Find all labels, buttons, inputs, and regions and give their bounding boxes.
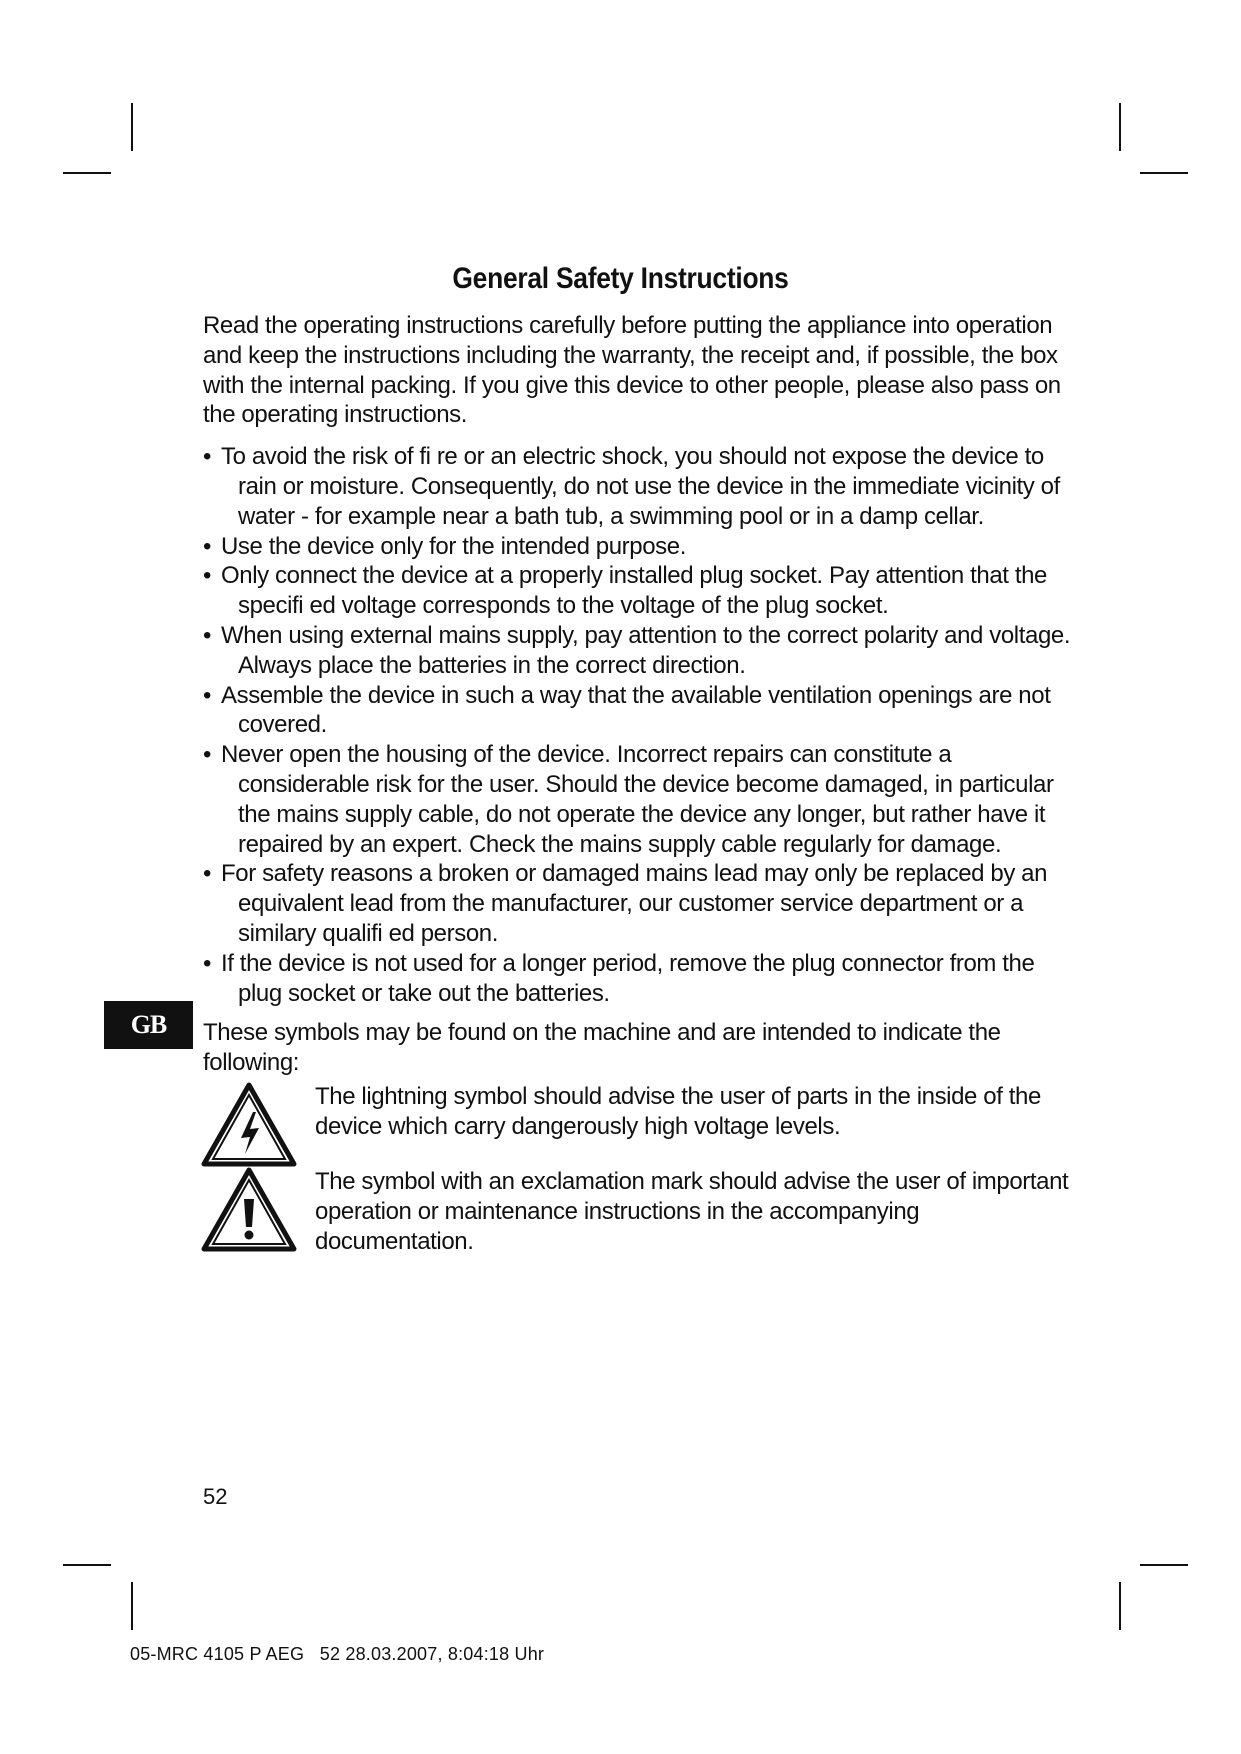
list-item: • To avoid the risk of fi re or an electric shock, you should not expose the device to rain or moisture. Consequently, do not use the device in the immediate vicinity of water - for example near a bath tub, a swimming pool or in a damp cellar. [203, 442, 1073, 531]
crop-mark-top-right-horizontal [1140, 172, 1188, 174]
safety-bullet-list [203, 442, 1073, 1008]
lightning-symbol-description: The lightning symbol should advise the user of parts in the inside of the device which carry dangerously high voltage levels. [315, 1083, 1041, 1140]
crop-mark-top-left-horizontal [63, 172, 111, 174]
list-item: • If the device is not used for a longer period, remove the plug connector from the plug socket or take out the batteries. [203, 949, 1073, 1009]
lightning-warning-icon [201, 1082, 297, 1168]
exclamation-warning-icon [201, 1167, 297, 1253]
crop-mark-bottom-left-vertical [131, 1582, 133, 1630]
print-footer: 05-MRC 4105 P AEG 52 28.03.2007, 8:04:18 Uhr [130, 1644, 545, 1664]
exclamation-symbol-description: The symbol with an exclamation mark should advise the user of important operation or maintenance instructions in the accompanying documentation. [315, 1168, 1069, 1255]
list-item: • Never open the housing of the device. Incorrect repairs can constitute a considerable risk for the user. Should the device become damaged, in particular the mains supply cable, do not operate the device any longer, but rather have it repaired by an expert. Check the mains supply cable regularly for damage. [203, 740, 1073, 859]
list-item: • Use the device only for the intended purpose. [203, 532, 1073, 562]
crop-mark-top-left-vertical [131, 103, 133, 151]
list-item: • Only connect the device at a properly installed plug socket. Pay attention that the specifi ed voltage corresponds to the voltage of the plug socket. [203, 561, 1073, 621]
page-title: General Safety Instructions [452, 262, 789, 295]
list-item: • Assemble the device in such a way that the available ventilation openings are not covered. [203, 681, 1073, 741]
page-number: 52 [203, 1484, 228, 1509]
crop-mark-bottom-left-horizontal [63, 1564, 111, 1566]
intro-paragraph: Read the operating instructions carefully before putting the appliance into operation and keep the instructions including the warranty, the receipt and, if possible, the box with the internal packing. If you give this device to other people, please also pass on the operating instructions. [203, 312, 1061, 429]
crop-mark-top-right-vertical [1119, 103, 1121, 151]
main-content [203, 311, 1073, 1078]
crop-mark-bottom-right-horizontal [1140, 1564, 1188, 1566]
symbols-intro: These symbols may be found on the machine and are intended to indicate the following: [203, 1019, 1001, 1077]
crop-mark-bottom-right-vertical [1119, 1582, 1121, 1630]
list-item: • For safety reasons a broken or damaged mains lead may only be replaced by an equivalent lead from the manufacturer, our customer service department or a similary qualifi ed person. [203, 859, 1073, 948]
language-tab: GB [104, 1001, 193, 1049]
list-item: • When using external mains supply, pay attention to the correct polarity and voltage. Always place the batteries in the correct direction. [203, 621, 1073, 681]
